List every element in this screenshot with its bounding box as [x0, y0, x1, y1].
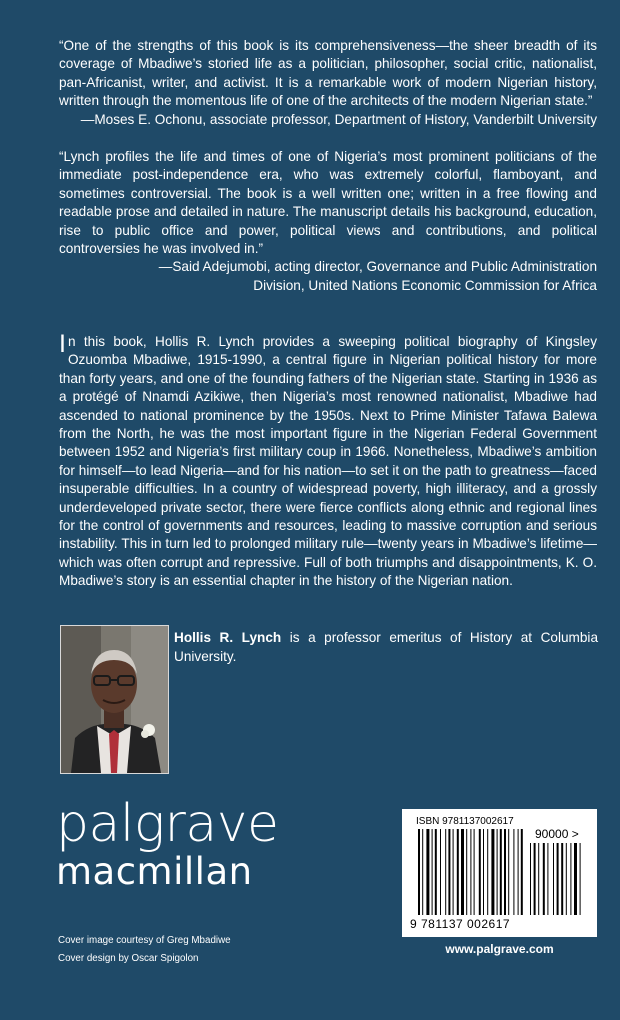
- quote-attribution: —Moses E. Ochonu, associate professor, Department of History, Vanderbilt University: [80, 111, 597, 127]
- author-bio: [174, 628, 598, 666]
- quote-attribution-line2: Division, United Nations Economic Commission for Africa: [253, 277, 597, 293]
- price-code: 90000 >: [535, 827, 579, 841]
- author-name: Hollis R. Lynch: [174, 630, 282, 645]
- cover-design-credit: Cover design by Oscar Spigolon: [58, 953, 199, 964]
- isbn-digits: 9 781137 002617: [410, 917, 511, 931]
- logo-palgrave: palgrave: [56, 794, 279, 854]
- quote-text: “One of the strengths of this book is its comprehensiveness—the sheer breadth of its coverage of Mbadiwe’s storied life as a politician, philosopher, social critic, nationalist, pan-Africanist, writer, and activist. It is a remarkable work of modern Nigerian history, written through the momentous life of one of the architects of the modern Nigerian state.”: [59, 38, 597, 109]
- drop-cap: I: [59, 330, 66, 358]
- logo-macmillan: macmillan: [56, 850, 253, 893]
- quote-attribution-line1: —Said Adejumobi, acting director, Governance and Public Administration: [158, 259, 597, 275]
- publisher-url: www.palgrave.com: [402, 936, 597, 962]
- quote-adejumobi: [59, 148, 597, 295]
- book-description: [59, 330, 597, 591]
- cover-credits: [58, 932, 231, 968]
- isbn-barcode: [402, 809, 597, 936]
- quote-text: “Lynch profiles the life and times of one of Nigeria’s most prominent politicians of the immediate post-independence era, who was extremely colorful, flamboyant, and sometimes controversial. The book is a well written one; written in a free flowing and readable prose and detailed in nature. The manuscript details his background, education, rise to public office and power, political views and contributions, and political controversies he was involved in.”: [59, 149, 597, 257]
- author-bio-text: is a professor emeritus of History at Columbia University.: [174, 630, 598, 664]
- author-photo: [60, 625, 169, 774]
- quote-ochonu: [59, 37, 597, 129]
- description-text: n this book, Hollis R. Lynch provides a sweeping political biography of Kingsley Ozuomba Mbadiwe, 1915-1990, a central figure in Nigerian political history for more than forty years, and one of the founding fathers of the Nigerian state. Starting in 1936 as a protégé of Nnamdi Azikiwe, then Nigeria’s most renowned nationalist, Mbadiwe had ascended to national prominence by the 1950s. Next to Prime Minister Tafawa Balewa from the North, he was the most important figure in the Nigerian Federal Government between 1952 and Nigeria’s first military coup in 1966. Nonetheless, Mbadiwe’s ambition for himself—to lead Nigeria—and for his nation—to set it on the path to greatness—faced insuperable difficulties. In a country of widespread poverty, high illiteracy, and a grossly underdeveloped private sector, there were fierce conflicts along ethnic and regional lines for the control of governments and resources, leading to massive corruption and serious instability. This in turn led to prolonged military rule—twenty years in Mbadiwe’s lifetime—which was often corrupt and repressive. Full of both triumphs and disappointments, K. O. Mbadiwe’s story is an essential chapter in the history of the Nigerian nation.: [59, 334, 597, 589]
- publisher-logo: [56, 794, 279, 893]
- cover-image-credit: Cover image courtesy of Greg Mbadiwe: [58, 935, 231, 946]
- isbn-label: ISBN 9781137002617: [416, 816, 514, 827]
